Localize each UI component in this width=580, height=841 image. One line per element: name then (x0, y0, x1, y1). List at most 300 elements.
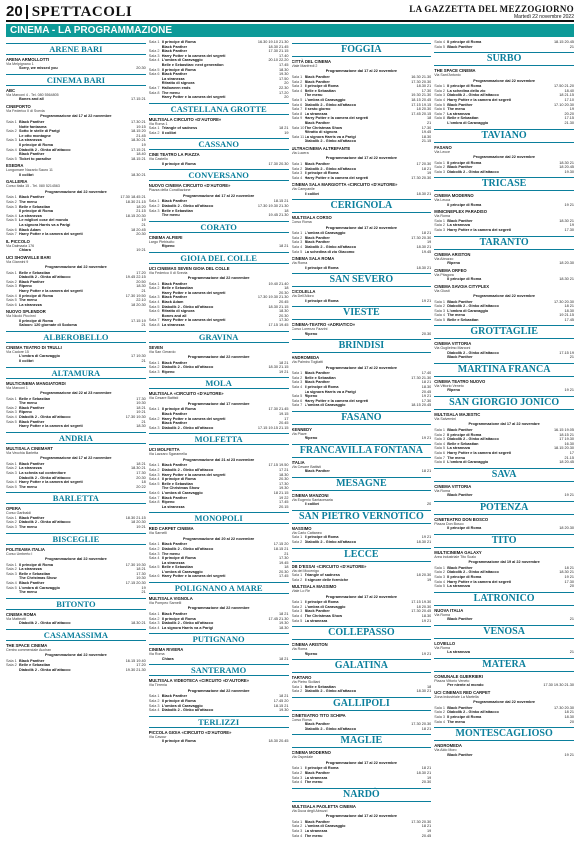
film-title: Sotto le stelle di Parigi (19, 129, 60, 134)
showtimes: 20.30 (278, 313, 289, 318)
film-title: Black Panther (304, 120, 330, 125)
screen-label (434, 388, 447, 393)
film-title: La stranezza (19, 302, 42, 307)
film-title: Diabolik 2 - Ginko all'attacco (19, 275, 71, 280)
showtimes: 19 (427, 577, 432, 582)
cinema-listing (434, 743, 574, 757)
showtimes: 19 21 (421, 298, 432, 303)
screen-label: Sala 3 (6, 571, 17, 576)
film-row (292, 436, 432, 441)
screen-label (6, 668, 19, 673)
film-row (6, 157, 146, 162)
film-row (434, 388, 574, 393)
film-title: Black Panther (19, 658, 45, 663)
screen-label: Sala 7 (291, 107, 303, 112)
film-title: Black Panther (304, 235, 330, 240)
film-row (292, 250, 432, 255)
film-row (434, 261, 574, 266)
cinema-listing (292, 675, 432, 694)
city-heading: TERLIZZI (149, 716, 289, 728)
film-row (434, 318, 574, 323)
programme-period: Programmazione dal 17 al 22 novembre (325, 814, 398, 819)
film-row (6, 323, 146, 328)
cinema-address: Via Sarnelli (148, 531, 167, 536)
cinema-address: Via Dalmazia 176 (6, 243, 35, 248)
showtimes: 20 22 (136, 484, 146, 489)
cinema-listing (292, 584, 432, 623)
cinema-listing (292, 146, 432, 180)
cinema-listing (6, 88, 146, 102)
film-title: Diabolik 2 - Ginko all'attacco (19, 667, 71, 672)
screen-label: Sala 3 (6, 284, 17, 289)
cinema-listing (149, 526, 289, 579)
cinema-address: Piazza Don Bosco (434, 521, 464, 526)
screen-label (6, 66, 19, 71)
film-row (149, 323, 289, 328)
showtimes: 17.15 19.15 (411, 102, 432, 107)
cinema-name: CINEMA SALA MARGIOTTA «CIRCUITO «D'AUTORE» (291, 182, 398, 188)
film-row (434, 228, 574, 233)
cinema-name: CINEMA MODERNO (434, 193, 474, 199)
showtimes: 20.50 (136, 279, 146, 284)
film-title: Belle e Sebastian (19, 663, 51, 668)
screen-label: Sala 1 (434, 565, 446, 570)
showtimes: 18 20.30 (416, 573, 432, 577)
film-title: La stranezza (161, 76, 185, 81)
city-heading: ALTAMURA (6, 367, 146, 379)
film-title: Il principe di Roma (447, 714, 482, 719)
screen-label: Sala 4 (6, 415, 17, 419)
film-title: La signora Harris va a Parigi (304, 389, 356, 394)
showtimes: 21 (569, 355, 574, 360)
film-title: La stranezza (304, 111, 328, 116)
cinema-address: Centro commerciale Auchan (6, 647, 52, 652)
film-title: Black Panther (447, 428, 473, 433)
film-row (434, 526, 574, 531)
film-title: Black Panther (19, 419, 45, 424)
screen-label: Sala 3 (6, 410, 17, 415)
showtimes: 17.30 19.30 (125, 562, 146, 567)
cinema-name: MULTISALA PAOLETTA CINEMA (291, 803, 356, 809)
cinema-listing (6, 446, 146, 490)
showtimes: 17 (569, 451, 574, 456)
film-title: Il principe di Roma (304, 84, 339, 89)
cinema-address: Via Roma (434, 214, 450, 219)
film-title: Sorry, we missed you (19, 66, 58, 71)
cinema-name: CINEMA TEATRO NUOVO (434, 379, 486, 385)
screen-label: Sala 1 (148, 694, 160, 699)
screen-label: Sala 5 (291, 97, 303, 102)
showtimes: 21.15 (564, 455, 574, 460)
cinema-name: CINEMA ROMA (6, 611, 37, 617)
film-title: Diabolik 2 - Ginko all'attacco (447, 169, 499, 174)
screen-label (149, 244, 162, 249)
section-title: SPETTACOLI (31, 4, 133, 20)
film-title: Il colibrì (19, 172, 34, 177)
film-title: Harry Potter e la camera dei segreti (304, 398, 369, 403)
film-title: L'ombra di Caravaggio (161, 703, 203, 708)
film-row (434, 460, 574, 465)
showtimes: 20.45 (421, 833, 432, 838)
cinema-address: Via Roma (291, 647, 308, 652)
showtimes: 18.15 21 (273, 546, 289, 551)
showtimes: 18.30 (564, 714, 574, 719)
cinema-address: Via Matteotti (6, 616, 26, 621)
cinema-listing (292, 642, 432, 656)
film-title: The Christmas Show (304, 125, 343, 130)
cinema-address: Via Roma (434, 645, 450, 650)
cinema-listing (6, 179, 146, 236)
cinema-name: MULTISALA VIDEOTECA «CIRCUITO «D'AUTORE» (148, 678, 250, 684)
screen-label: Sala 6 (148, 309, 160, 314)
cinema-address: Via Eugenio Santacesaria (291, 498, 333, 502)
film-row (434, 617, 574, 622)
showtimes: 18 21 (421, 469, 432, 474)
cinema-listing (434, 145, 574, 175)
screen-label: Sala 1 (148, 542, 160, 547)
showtimes: 18.30 (278, 625, 289, 630)
cinema-listing (6, 547, 146, 595)
cinema-listing (434, 517, 574, 531)
screen-label: Sala 2 (148, 699, 160, 704)
film-title: L'ombra di Caravaggio (19, 585, 60, 590)
screen-label: Sala 4 (291, 833, 303, 838)
screen-label (149, 505, 162, 510)
showtimes: 17.30 (136, 470, 146, 475)
film-title: Diabolik 2 - Ginko all'attacco (304, 245, 357, 250)
film-title: Chiara (19, 248, 31, 253)
showtimes: 20 (569, 719, 574, 724)
city-heading: POLIGNANO A MARE (149, 582, 289, 594)
showtimes: 19.45 22.15 (125, 275, 146, 280)
screen-label: Sala 1 (434, 160, 446, 165)
screen-label: Sala 8 (291, 111, 303, 116)
film-title: L'ombra di Caravaggio (304, 231, 346, 236)
cinema-name: UCI MOLFETTA (148, 447, 180, 453)
screen-label: Sala 4 (6, 147, 17, 152)
screen-label: Sala 3 (434, 227, 446, 232)
screen-label (6, 621, 19, 626)
screen-label: Sala 3 (148, 551, 160, 556)
screen-label (149, 95, 162, 100)
cinema-name: DB D'ESSAI «CIRCUITO «D'AUTORE» (291, 563, 367, 569)
screen-label: Sala 2 (6, 663, 17, 668)
film-row (149, 95, 289, 100)
cinema-listing (434, 193, 574, 207)
film-title: Belle e Sebastian (161, 481, 193, 486)
listings-column-4 (434, 40, 574, 838)
cinema-listing (149, 596, 289, 630)
cinema-listing (434, 641, 574, 655)
screen-label (434, 650, 447, 655)
film-title: Diabolik 2 - Ginko all'attacco (447, 570, 499, 575)
masthead (6, 2, 574, 22)
film-title: Saloon: 120 giornate di Sodoma (19, 323, 77, 328)
showtimes: 17 20.30 (416, 161, 432, 166)
showtimes: 17.30 20.30 (553, 705, 574, 710)
film-row (434, 584, 574, 589)
cinema-listing (6, 345, 146, 364)
film-row (434, 170, 574, 175)
film-title: Harry Potter e la camera dei segreti (447, 97, 511, 102)
city-heading: SAN SEVERO (292, 273, 432, 287)
cinema-address: Viale Manfredi 2 (291, 64, 318, 68)
showtimes: 18.30 21 (559, 276, 574, 281)
film-title: Belle e Sebastian (304, 375, 336, 380)
programme-period: Programmazione dal 22 novembre (473, 78, 536, 83)
screen-label (292, 502, 305, 507)
city-heading: ALBEROBELLO (6, 331, 146, 343)
showtimes: 17.15 19.30 (411, 600, 432, 605)
cinema-address: Corso Lorenzo Fazzini (291, 327, 328, 332)
masthead-right (409, 4, 574, 20)
showtimes: 19 21 (564, 575, 574, 579)
cinema-name: ARENA ARMOLLOTTI (6, 57, 50, 62)
showtimes: 21 (141, 222, 146, 227)
cinema-address: Viale Lo Re (291, 589, 311, 594)
showtimes: 18 21.15 (559, 93, 574, 98)
programme-period: Programmazione dal 19 al 22 novembre (468, 560, 540, 565)
cinema-address: Corso Garibaldi (6, 511, 31, 516)
cinema-address: Via Vittorio Veneto (434, 384, 464, 389)
showtimes: 17.30 (278, 481, 289, 486)
film-title: Il principe di Roma (161, 477, 196, 482)
film-title: Harry Potter e la camera dei segreti (19, 424, 83, 429)
cinema-address: Via Cesare Battisti (148, 396, 179, 401)
city-heading: ANDRIA (6, 432, 146, 444)
showtimes: 17.30 20.30 (268, 161, 289, 166)
film-title: Il principe di Roma (304, 298, 339, 303)
screen-label (6, 248, 19, 253)
film-row (434, 355, 574, 360)
cinema-name: CINETEATRO DON BOSCO (434, 516, 489, 522)
showtimes: 19.30 (136, 576, 146, 581)
screen-label: Sala 4 (6, 580, 17, 585)
screen-label (292, 436, 305, 441)
screen-label: Sala 5 (148, 481, 160, 486)
film-title: La stranezza (447, 446, 471, 451)
showtimes: 21 (569, 650, 574, 655)
showtimes: 19 21 (421, 618, 432, 623)
screen-label: Sala 2 (291, 689, 303, 694)
cinema-name: UCI CINEMAS SEVEN GIOIA DEL COLLE (148, 265, 230, 271)
film-title: Il principe di Roma (161, 616, 196, 621)
showtimes: 19 21 (421, 394, 432, 399)
showtimes: 18 21 (278, 612, 289, 617)
screen-label (434, 526, 447, 531)
film-title: The menu (19, 590, 37, 595)
film-title: Ripeno (304, 651, 318, 656)
cinema-name: ITALIA (291, 460, 305, 465)
film-title: Black Panther (19, 195, 45, 200)
film-row (292, 727, 432, 732)
cinema-address: Via Cadore 15 (6, 350, 29, 355)
screen-label: Sala 5 (148, 565, 160, 570)
showtimes: 18.30 (136, 424, 146, 429)
cinema-listing (292, 289, 432, 303)
film-title: Harry Potter e la camera dei segreti (161, 416, 226, 421)
film-title: Bones and all (19, 97, 44, 102)
showtimes: 17.30 20.30 (411, 235, 432, 240)
city-heading: VENOSA (434, 625, 574, 639)
cinema-listing (149, 152, 289, 166)
film-title: Ripeno (447, 260, 461, 265)
city-heading: BARLETTA (6, 492, 146, 504)
showtimes: 17.45 (278, 62, 289, 67)
film-title: The menu (447, 719, 466, 724)
showtimes: 20.30 (278, 569, 289, 574)
screen-label: Sala 2 (148, 130, 160, 135)
programme-period: Programmazione dal 21 al 23 novembre (182, 457, 255, 462)
screen-label: Sala 1 (291, 684, 303, 689)
cinema-listing (6, 163, 146, 177)
cinema-address: Via Roma (434, 488, 450, 493)
film-title: Harry Potter e la camera dei segreti (161, 472, 226, 477)
film-row (149, 131, 289, 136)
film-title: Il principe di Roma (304, 171, 339, 176)
cinema-address: Via Piave (291, 432, 307, 436)
showtimes: 17.15 (564, 116, 574, 121)
film-title: Il principe di Roma (19, 562, 53, 567)
screen-label (292, 139, 305, 144)
screen-label (292, 727, 305, 732)
film-row (292, 834, 432, 839)
screen-label: Sala 1 (148, 40, 160, 44)
film-title: La signora Harris va a Parigi (304, 134, 356, 139)
showtimes: 18.30 (278, 67, 289, 72)
city-heading: SURBO (434, 52, 574, 66)
cinema-name: CINEMA MANZONI (291, 493, 329, 498)
screen-label: Sala 4 (291, 245, 303, 250)
film-row (149, 626, 289, 631)
film-title: Belle e Sebastian (19, 270, 51, 275)
cinema-name: KENNEDY (291, 427, 312, 432)
film-title: Ritratto di signora (161, 81, 195, 86)
film-title: Bones and all (161, 313, 187, 318)
city-heading: GROTTAGLIE (434, 325, 574, 339)
showtimes: 18.30 21.15 (125, 515, 146, 520)
cinema-listing (149, 678, 289, 712)
film-row (149, 708, 289, 713)
film-title: Black Panther (304, 240, 330, 245)
film-title: Diabolik 2 - Ginko all'attacco (304, 139, 357, 144)
cinema-address: Via Cavour (148, 734, 167, 739)
showtimes: 20.45 (278, 421, 289, 426)
showtimes: 17.30 20.30 (411, 79, 432, 84)
cinema-listing (149, 266, 289, 328)
city-heading: MOLA (149, 377, 289, 389)
city-heading: FOGGIA (292, 43, 432, 57)
showtimes: 17 (284, 416, 289, 421)
screen-label: Sala 5 (434, 102, 446, 107)
city-heading: GRAVINA (149, 331, 289, 343)
cinema-listing (149, 235, 289, 249)
showtimes: 18 20.45 (559, 165, 574, 170)
cinema-address: Piazza della Conciliazione (148, 188, 191, 193)
film-title: Diabolik 2 - Ginko all'attacco (19, 415, 71, 419)
cinema-name: POLITEAMA ITALIA (6, 546, 45, 552)
film-title: Black Panther (161, 72, 188, 77)
cinema-name: CINE TEATRO LA PIAZZA (148, 152, 200, 158)
cinema-name: CINEMA SAVOIA CITYPLEX (434, 283, 490, 289)
screen-label (6, 424, 19, 429)
city-heading: CASTELLANA GROTTE (149, 103, 289, 115)
film-title: The menu (161, 213, 180, 218)
screen-label: Sala 2 (291, 577, 303, 582)
showtimes: 19 21 (421, 651, 432, 656)
screen-label: Sala 5 (291, 394, 303, 399)
screen-label: Sala 6 (291, 398, 303, 403)
showtimes: 18 21 (278, 126, 289, 131)
showtimes: 20.30 (136, 66, 146, 71)
showtimes: 20.45 (421, 389, 432, 394)
showtimes: 18 21 (278, 244, 289, 249)
screen-label: Sala 3 (434, 169, 446, 174)
city-heading: TAVIANO (434, 129, 574, 143)
showtimes: 16.30 21.30 (411, 75, 432, 79)
showtimes: 19 (569, 107, 574, 112)
screen-label (149, 213, 162, 218)
screen-label (292, 299, 305, 304)
cinema-address: Via Tirrenia (148, 683, 167, 688)
screen-label: Sala 4 (434, 579, 446, 584)
film-title: Harry Potter e la camera dei segreti (19, 289, 83, 294)
showtimes: 18.30 21 (416, 265, 432, 270)
film-title: Il principe di Roma (447, 526, 482, 531)
cinema-name: CINEMA VITTORIA (434, 341, 472, 347)
film-title: Diabolik 2 - Ginko all'attacco (161, 546, 214, 551)
screen-label: Sala 3 (291, 84, 303, 89)
cinema-name: CINEMA RIVIERA (148, 647, 184, 653)
film-title: Il principe di Roma (161, 556, 196, 561)
cinema-listing (434, 40, 574, 49)
film-row (292, 176, 432, 181)
showtimes: 19.40 21.40 (268, 281, 289, 286)
screen-label: Sala 1 (6, 515, 17, 520)
showtimes: 18.15 20.30 (125, 213, 146, 218)
film-title: The menu (19, 484, 37, 489)
showtimes: 18 20.30 (416, 107, 432, 112)
screen-label (292, 652, 305, 657)
film-title: The Christmas Show (304, 613, 343, 618)
film-title: La schedina dello zio (447, 88, 486, 93)
showtimes: 19 21 (421, 535, 432, 540)
cinema-listing (149, 647, 289, 661)
showtimes: 18 20 (136, 204, 146, 209)
cinema-listing (434, 484, 574, 498)
showtimes: 19 21 (278, 369, 289, 374)
showtimes: 18.15 21 (273, 199, 289, 204)
screen-label: Sala 6 (434, 107, 446, 112)
showtimes: 18.30 21 (416, 540, 432, 544)
showtimes: 20 (427, 502, 432, 507)
film-title: Diabolik 2 - Ginko all'attacco (447, 350, 499, 355)
showtimes: 18.30 21.45 (268, 44, 289, 49)
film-row (6, 621, 146, 626)
showtimes: 20.15 (278, 504, 289, 509)
screen-label: Sala 2 (148, 203, 160, 208)
cinema-name: MULTISALA CINEMART (6, 445, 53, 451)
screen-label: Sala 1 (148, 199, 160, 204)
film-title: Il principe di Roma (447, 84, 482, 89)
screen-label: Sala 4 (434, 441, 446, 446)
film-title: Diabolik 2 - Ginko all'attacco (19, 475, 71, 480)
film-row (149, 370, 289, 375)
cinema-name: OPERA (6, 506, 21, 512)
cinema-address: Corso Italia 15 - Tel. 080 5214563 (6, 184, 60, 189)
film-title: Black Panther (304, 819, 330, 824)
film-title: L'ombra di Caravaggio (304, 824, 346, 829)
